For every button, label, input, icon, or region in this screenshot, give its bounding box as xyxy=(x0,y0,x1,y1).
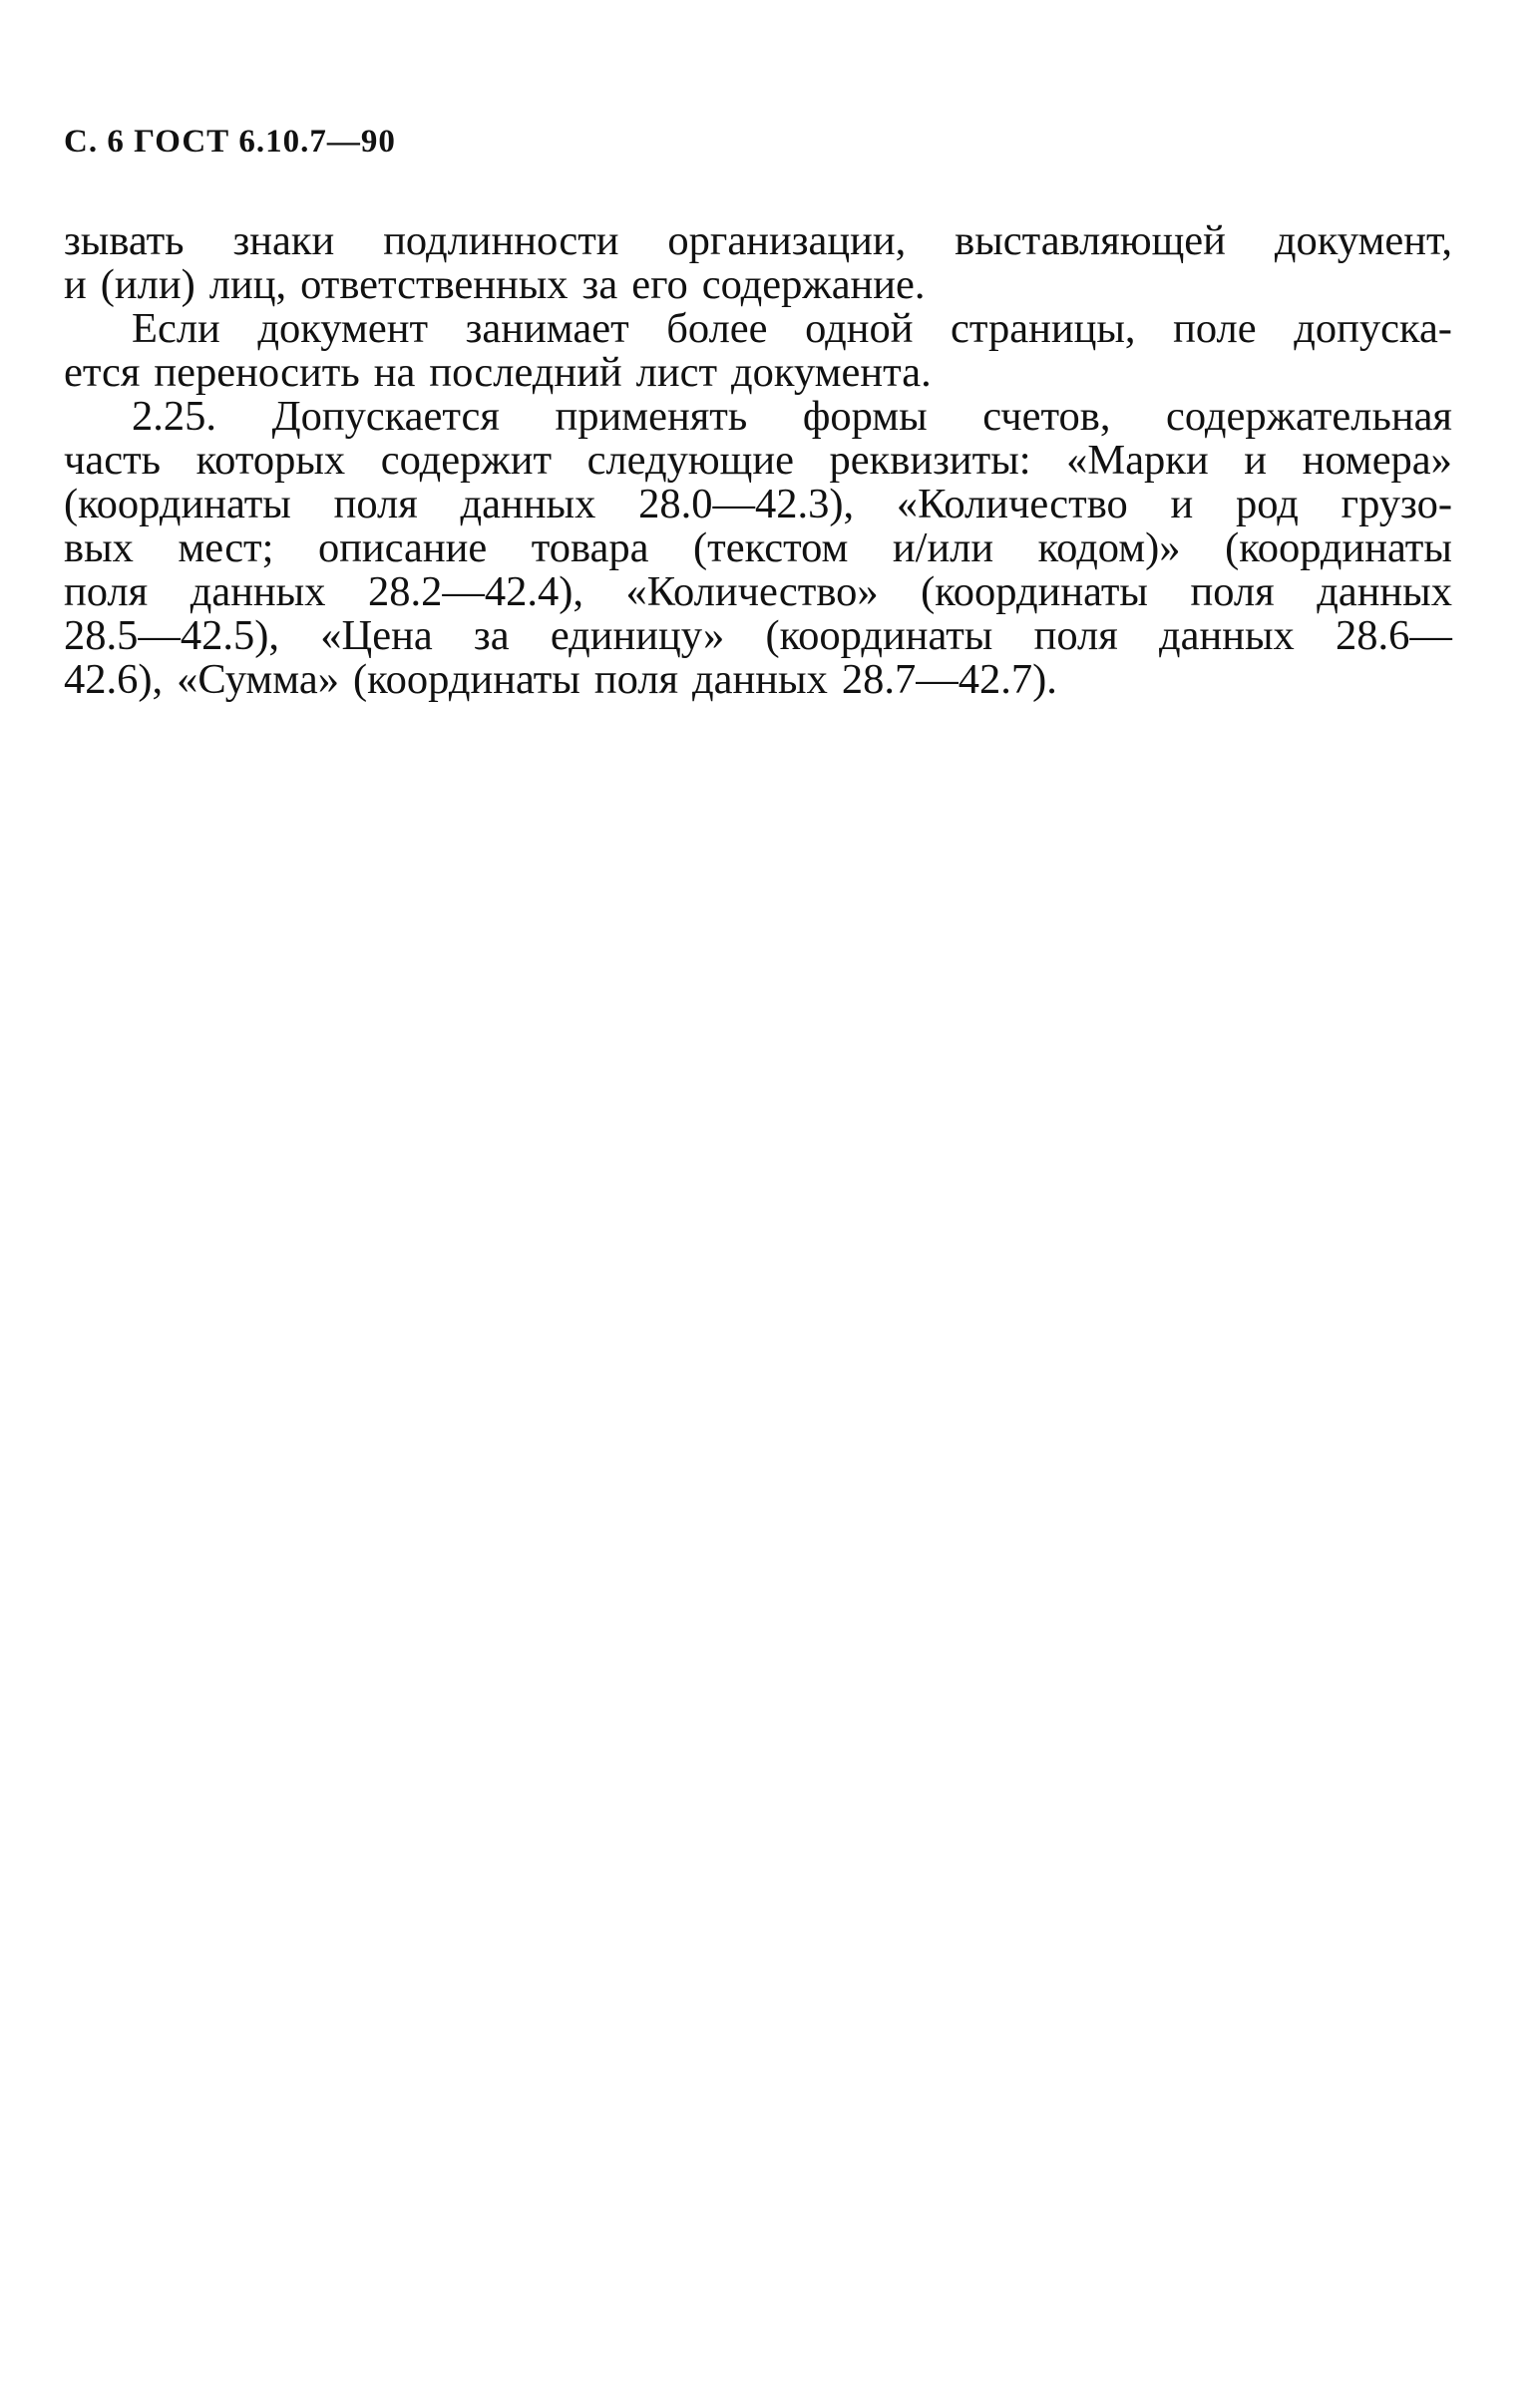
word: «Цена xyxy=(320,612,433,659)
word: страницы, xyxy=(951,305,1136,352)
word: поля xyxy=(1033,612,1118,659)
word: переносить xyxy=(154,349,360,396)
paragraph xyxy=(64,307,1452,395)
word: поля xyxy=(64,568,149,615)
word: описание xyxy=(317,524,488,571)
word: 28.6— xyxy=(1336,612,1452,659)
word: счетов, xyxy=(982,393,1111,440)
word: реквизиты: xyxy=(829,437,1031,484)
word: поля xyxy=(333,481,418,527)
word: данных xyxy=(190,568,326,615)
paragraph xyxy=(64,219,1452,307)
word: формы xyxy=(802,393,928,440)
paragraph-2-25 xyxy=(64,395,1452,702)
word: ется xyxy=(64,349,141,396)
word: единицу» xyxy=(550,612,725,659)
word: род xyxy=(1236,481,1299,527)
word: и xyxy=(64,261,87,308)
word: «Количество xyxy=(896,481,1128,527)
word: «Количество» xyxy=(625,568,879,615)
text-line xyxy=(64,483,1452,526)
text-line xyxy=(64,351,1452,395)
word: 28.7—42.7). xyxy=(841,656,1057,703)
word: содержательная xyxy=(1166,393,1452,440)
word: (координаты xyxy=(353,656,580,703)
word: (координаты xyxy=(765,612,993,659)
word: содержит xyxy=(380,437,553,484)
word: данных xyxy=(460,481,596,527)
word: (координаты xyxy=(1225,524,1452,571)
word: занимает xyxy=(465,305,629,352)
word: и/или xyxy=(892,524,994,571)
word: документа. xyxy=(731,349,932,396)
word: «Марки xyxy=(1066,437,1209,484)
word: кодом)» xyxy=(1037,524,1181,571)
text-line xyxy=(64,263,1452,307)
word: знаки xyxy=(232,217,335,264)
word: лист xyxy=(635,349,718,396)
running-head: С. 6 ГОСТ 6.10.7—90 xyxy=(64,124,396,160)
word: 28.2—42.4), xyxy=(367,568,584,615)
word: 42.6), xyxy=(64,656,164,703)
word: вых xyxy=(64,524,134,571)
word: товара xyxy=(531,524,649,571)
word: Если xyxy=(132,305,220,352)
word: применять xyxy=(555,393,748,440)
word: поле xyxy=(1173,305,1257,352)
word: мест; xyxy=(178,524,274,571)
word: последний xyxy=(429,349,622,396)
word: которых xyxy=(195,437,346,484)
word: выставляющей xyxy=(955,217,1226,264)
word: номера» xyxy=(1302,437,1452,484)
word: ответственных xyxy=(300,261,569,308)
text-line xyxy=(64,307,1452,351)
text-line xyxy=(64,395,1452,439)
word: (или) xyxy=(100,261,195,308)
word: 2.25. xyxy=(132,393,216,440)
word: поля xyxy=(593,656,679,703)
word: данных xyxy=(692,656,828,703)
word: лиц, xyxy=(208,261,287,308)
word: организации, xyxy=(667,217,907,264)
word: следующие xyxy=(586,437,794,484)
word: на xyxy=(373,349,416,396)
word: содержание. xyxy=(701,261,926,308)
word: данных xyxy=(1159,612,1295,659)
word: зывать xyxy=(64,217,185,264)
word: допуска- xyxy=(1294,305,1452,352)
word: 28.0—42.3), xyxy=(638,481,855,527)
word: и xyxy=(1170,481,1194,527)
word: «Сумма» xyxy=(177,656,339,703)
text-line xyxy=(64,614,1452,658)
word: (координаты xyxy=(921,568,1148,615)
word: данных xyxy=(1317,568,1452,615)
word: одной xyxy=(805,305,914,352)
word: более xyxy=(666,305,768,352)
word: часть xyxy=(64,437,162,484)
word: грузо- xyxy=(1341,481,1452,527)
word: (координаты xyxy=(64,481,291,527)
text-line xyxy=(64,439,1452,483)
word: (текстом xyxy=(693,524,849,571)
text-line xyxy=(64,658,1452,702)
word: 28.5—42.5), xyxy=(64,612,280,659)
word: за xyxy=(581,261,618,308)
word: Допускается xyxy=(271,393,500,440)
word: документ xyxy=(257,305,429,352)
word: подлинности xyxy=(383,217,619,264)
body-text xyxy=(64,219,1452,702)
text-line xyxy=(64,219,1452,263)
word: за xyxy=(473,612,510,659)
word: и xyxy=(1244,437,1268,484)
word: его xyxy=(631,261,688,308)
word: поля xyxy=(1190,568,1275,615)
word: документ, xyxy=(1274,217,1452,264)
text-line xyxy=(64,526,1452,570)
text-line xyxy=(64,570,1452,614)
